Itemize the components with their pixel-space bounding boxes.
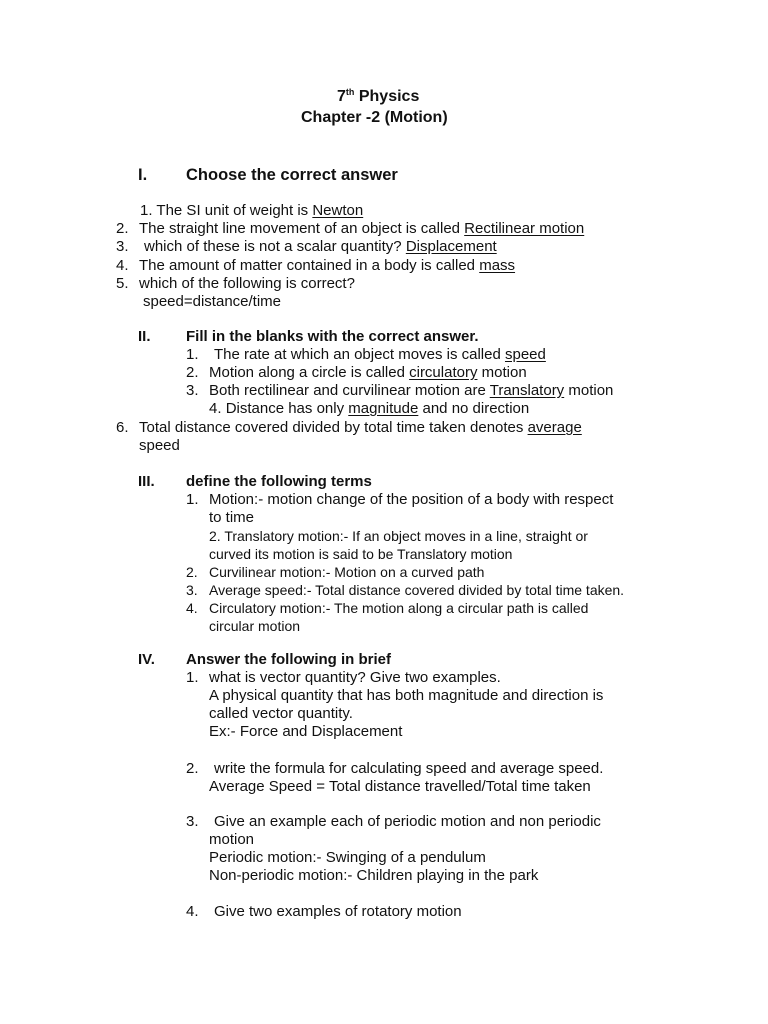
- text-fragment: The straight line movement of an object is called: [139, 220, 460, 237]
- s4-question-3-cont: motion: [209, 831, 255, 848]
- s1-answer-3: Displacement: [405, 238, 497, 255]
- s3-term-4-number: 3.: [186, 582, 198, 598]
- s4-answer-1-line-3: Ex:- Force and Displacement: [209, 723, 403, 740]
- s4-question-4: Give two examples of rotatory motion: [214, 903, 462, 920]
- s3-term-4: Average speed:- Total distance covered divided by total time taken.: [209, 582, 625, 598]
- s4-question-2: write the formula for calculating speed and average speed.: [214, 760, 604, 777]
- text-fragment: The SI unit of weight is: [156, 202, 309, 219]
- section-1-heading: Choose the correct answer: [186, 166, 398, 184]
- text-fragment: motion: [568, 382, 614, 399]
- s2-item-1-number: 1.: [186, 346, 199, 363]
- text-fragment: Physics: [358, 88, 420, 105]
- s3-term-3: Curvilinear motion:- Motion on a curved path: [209, 564, 485, 580]
- s1-question-1: [140, 202, 363, 220]
- s2-item-2-number: 2.: [186, 364, 199, 381]
- section-3-number: III.: [138, 473, 155, 490]
- s2-item-6-number: 6.: [116, 419, 129, 436]
- s4-question-1: what is vector quantity? Give two examples.: [209, 669, 501, 686]
- text-fragment: which of these is not a scalar quantity?: [144, 238, 402, 255]
- s2-answer-4: magnitude: [348, 400, 419, 417]
- s2-item-3-number: 3.: [186, 382, 199, 399]
- s3-term-1-cont: to time: [209, 509, 255, 526]
- chapter-title: Chapter -2 (Motion): [301, 109, 448, 126]
- s4-question-2-number: 2.: [186, 760, 199, 777]
- s2-answer-6: average: [527, 419, 582, 436]
- section-1-number: I.: [138, 166, 148, 184]
- section-2-heading: Fill in the blanks with the correct answer.: [186, 328, 479, 345]
- text-fragment: motion: [481, 364, 527, 381]
- section-4-heading: Answer the following in brief: [186, 651, 392, 668]
- s1-answer-2: Rectilinear motion: [464, 220, 585, 237]
- s4-answer-1-line-2: called vector quantity.: [209, 705, 353, 722]
- s1-question-2: [139, 220, 584, 238]
- s1-answer-1: Newton: [312, 202, 364, 219]
- s2-item-2: [209, 364, 527, 382]
- text-fragment: 7: [337, 88, 346, 105]
- text-fragment: The amount of matter contained in a body is called: [139, 257, 476, 274]
- s2-item-1: [214, 346, 546, 364]
- section-2-number: II.: [138, 328, 151, 345]
- s4-question-3-number: 3.: [186, 813, 199, 830]
- s2-item-6: [139, 419, 582, 437]
- text-fragment: and no direction: [422, 400, 530, 417]
- text-fragment: 4.: [209, 400, 222, 417]
- s4-answer-2: Average Speed = Total distance travelled/Total time taken: [209, 778, 591, 795]
- s4-answer-3-line-1: Periodic motion:- Swinging of a pendulum: [209, 849, 486, 866]
- s3-term-5-cont: circular motion: [209, 618, 301, 634]
- s1-question-4: [139, 257, 515, 275]
- s1-question-2-number: 2.: [116, 220, 129, 237]
- s1-question-4-number: 4.: [116, 257, 129, 274]
- s4-question-1-number: 1.: [186, 669, 199, 686]
- s3-term-1: Motion:- motion change of the position of a body with respect: [209, 491, 614, 508]
- s2-item-4: [209, 400, 529, 418]
- s3-term-5-number: 4.: [186, 600, 198, 616]
- text-fragment: Distance has only: [225, 400, 345, 417]
- s1-answer-4: mass: [479, 257, 516, 274]
- s2-item-3: [209, 382, 613, 400]
- s3-term-2-cont: curved its motion is said to be Translatory motion: [209, 546, 513, 562]
- s2-answer-1: speed: [504, 346, 546, 363]
- s2-answer-3: Translatory: [489, 382, 565, 399]
- s3-term-2: [209, 527, 588, 545]
- grade-title: 7th Physics: [337, 87, 420, 105]
- s3-term-5: Circulatory motion:- The motion along a circular path is called: [209, 600, 589, 616]
- text-fragment: The rate at which an object moves is called: [214, 346, 501, 363]
- s2-item-6-continued: speed: [139, 437, 180, 454]
- s3-term-3-number: 2.: [186, 564, 198, 580]
- s4-answer-3-line-2: Non-periodic motion:- Children playing in the park: [209, 867, 539, 884]
- text-fragment: Motion along a circle is called: [209, 364, 405, 381]
- s1-answer-5: speed=distance/time: [143, 293, 282, 310]
- text-fragment: Both rectilinear and curvilinear motion are: [209, 382, 486, 399]
- s1-question-3: [144, 238, 497, 256]
- text-fragment: 1.: [140, 202, 153, 219]
- text-fragment: 2.: [209, 528, 221, 544]
- s1-question-5: which of the following is correct?: [139, 275, 355, 292]
- s1-question-3-number: 3.: [116, 238, 129, 255]
- section-4-number: IV.: [138, 651, 155, 668]
- s1-question-5-number: 5.: [116, 275, 129, 292]
- text-fragment: Total distance covered divided by total time taken denotes: [139, 419, 524, 436]
- s3-term-1-number: 1.: [186, 491, 199, 508]
- text-fragment: Translatory motion:- If an object moves in a line, straight or: [224, 528, 588, 544]
- section-3-heading: define the following terms: [186, 473, 372, 490]
- s4-question-4-number: 4.: [186, 903, 199, 920]
- s2-answer-2: circulatory: [409, 364, 478, 381]
- s4-question-3: Give an example each of periodic motion and non periodic: [214, 813, 601, 830]
- s4-answer-1-line-1: A physical quantity that has both magnitude and direction is: [209, 687, 604, 704]
